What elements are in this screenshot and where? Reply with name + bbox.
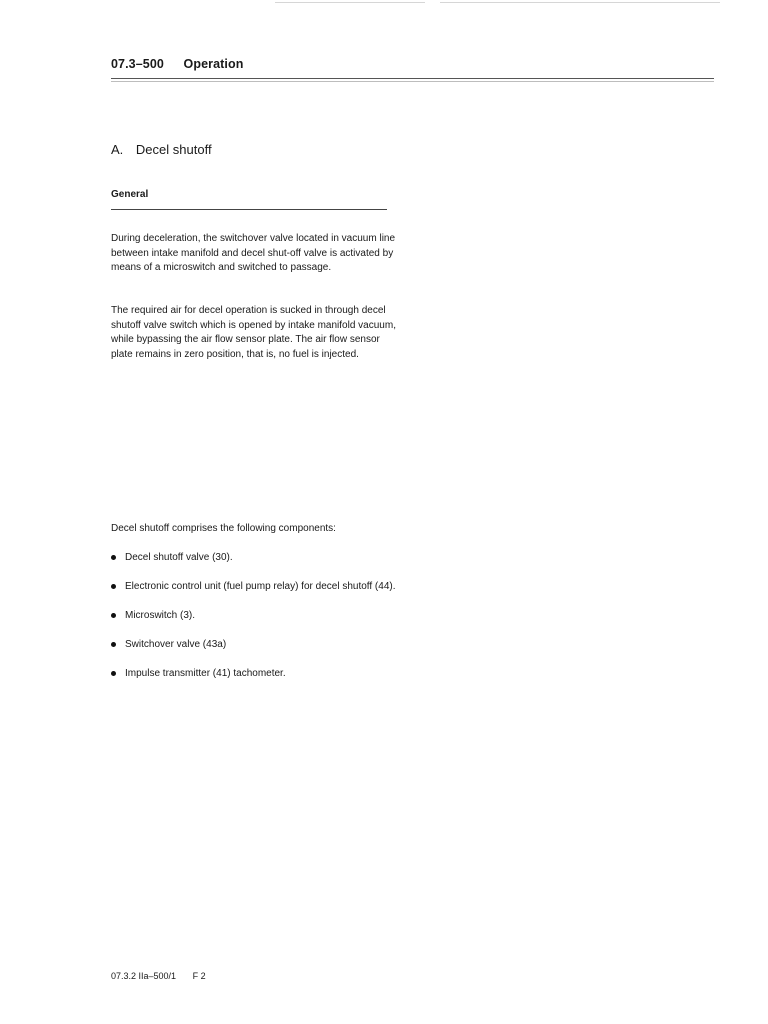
list-item	[111, 551, 401, 566]
components-list	[111, 551, 401, 696]
bullet-icon	[111, 584, 116, 589]
page-header	[111, 57, 243, 71]
bullet-icon	[111, 642, 116, 647]
list-item	[111, 667, 401, 682]
header-divider-faint	[111, 81, 714, 82]
list-item	[111, 580, 401, 595]
paragraph-air-flow: The required air for decel operation is sucked in through decel shutoff valve switch which is opened by intake manifold vacuum, while bypassing the air flow sensor plate. The air flow sensor plate remains in zero position, that is, no fuel is injected.	[111, 305, 396, 360]
bullet-icon	[111, 613, 116, 618]
page-footer	[111, 971, 206, 981]
general-divider	[111, 209, 387, 210]
list-item-text: Decel shutoff valve (30).	[125, 552, 233, 563]
bullet-icon	[111, 555, 116, 560]
footer-code: 07.3.2 IIa–500/1	[111, 971, 177, 981]
scan-edge-line	[440, 2, 720, 3]
header-title: Operation	[183, 57, 244, 71]
list-item	[111, 638, 401, 653]
section-letter: A.	[111, 142, 124, 157]
list-item-text: Impulse transmitter (41) tachometer.	[125, 668, 286, 679]
header-divider	[111, 78, 714, 79]
list-item	[111, 609, 401, 624]
general-heading: General	[111, 189, 149, 200]
section-heading	[111, 142, 212, 157]
paragraph-switchover: During deceleration, the switchover valve located in vacuum line between intake manifold and decel shut-off valve is activated by means of a microswitch and switched to passage.	[111, 233, 396, 273]
footer-page: F 2	[192, 971, 206, 981]
components-intro: Decel shutoff comprises the following components:	[111, 523, 336, 534]
list-item-text: Switchover valve (43a)	[125, 639, 227, 650]
section-code: 07.3–500	[111, 57, 164, 71]
section-title: Decel shutoff	[135, 142, 212, 157]
scan-edge-line	[275, 2, 425, 3]
list-item-text: Electronic control unit (fuel pump relay) for decel shutoff (44).	[125, 581, 396, 592]
bullet-icon	[111, 671, 116, 676]
list-item-text: Microswitch (3).	[125, 610, 196, 621]
